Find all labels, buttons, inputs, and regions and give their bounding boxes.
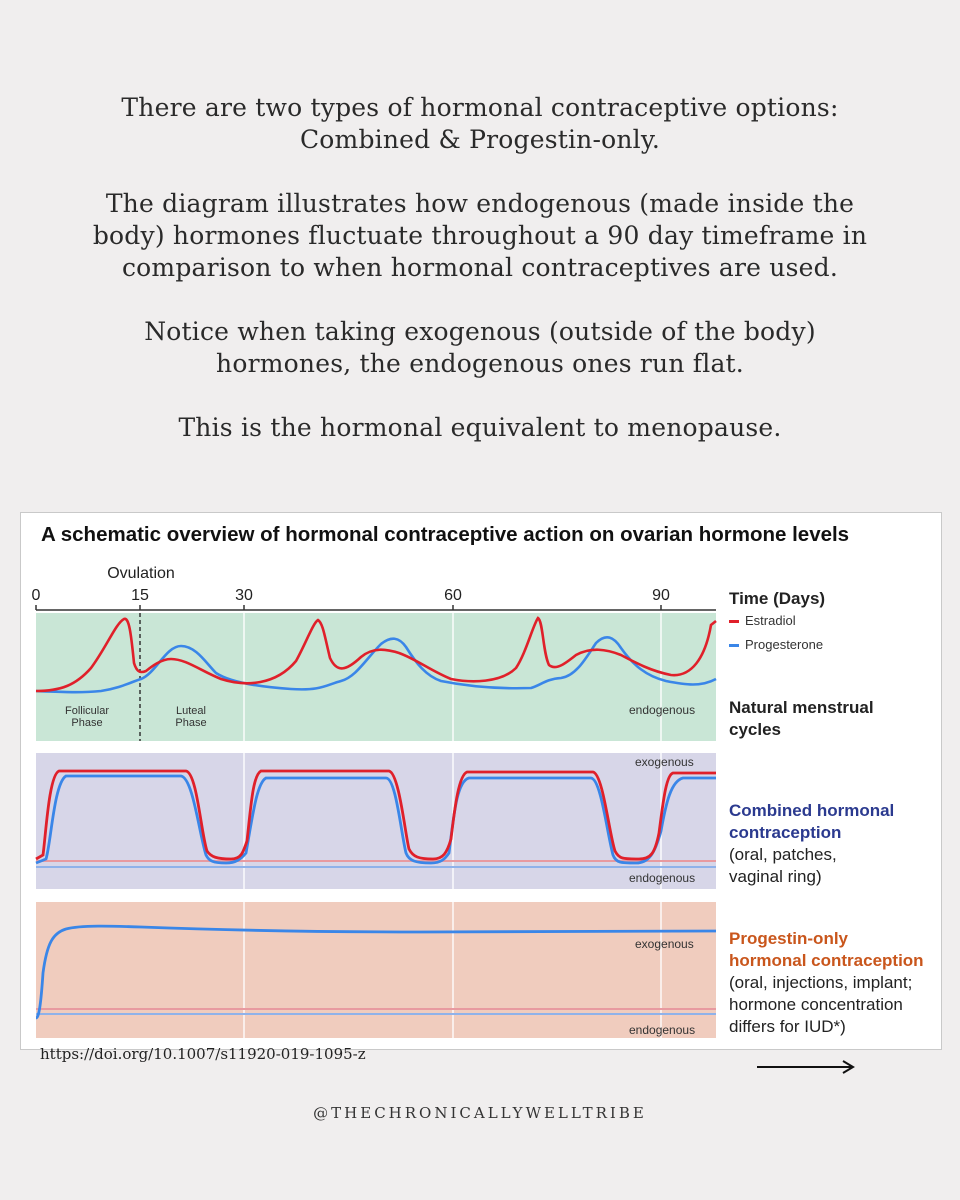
legend-progesterone-label: Progesterone: [745, 637, 824, 652]
natural-cycles-label: [729, 697, 874, 741]
panel-combined-bg: [36, 753, 716, 889]
legend-estradiol-label: Estradiol: [745, 613, 796, 628]
combined-label-line4: vaginal ring): [729, 867, 822, 886]
figure-title: A schematic overview of hormonal contraceptive action on ovarian hormone levels: [41, 523, 850, 546]
combined-endogenous-label: endogenous: [629, 871, 696, 885]
natural-label-line1: Natural menstrual: [729, 698, 874, 717]
axis-title: Time (Days): [729, 589, 826, 608]
combined-label-line1: Combined hormonal: [729, 801, 895, 820]
doi-link[interactable]: https://doi.org/10.1007/s11920-019-1095-z: [40, 1045, 366, 1063]
account-handle: @THECHRONICALLYWELLTRIBE: [313, 1104, 647, 1122]
intro-line: Combined & Progestin-only.: [299, 125, 661, 154]
progestin-exogenous-label: exogenous: [635, 937, 694, 951]
intro-text: [60, 92, 900, 444]
intro-line: hormones, the endogenous ones run flat.: [216, 349, 744, 378]
progestin-contraception-label: [729, 928, 924, 1038]
progestin-label-line1: Progestin-only: [729, 929, 849, 948]
follicular-line1: Follicular: [64, 705, 109, 717]
follicular-phase-label: [51, 705, 123, 729]
intro-line: This is the hormonal equivalent to menopause.: [178, 413, 782, 442]
progestin-label-line5: differs for IUD*): [729, 1017, 846, 1036]
combined-label-line2: contraception: [729, 823, 842, 842]
progestin-endogenous-label: endogenous: [629, 1023, 696, 1037]
next-arrow-icon[interactable]: [757, 1058, 857, 1076]
natural-endogenous-label: endogenous: [629, 703, 696, 717]
x-tick-90: 90: [652, 587, 670, 604]
natural-label-line2: cycles: [729, 720, 781, 739]
follicular-line2: Phase: [71, 717, 103, 729]
x-tick-30: 30: [235, 587, 253, 604]
progestin-label-line2: hormonal contraception: [729, 951, 924, 970]
panel-natural-bg: [36, 613, 716, 741]
progestin-label-line3: (oral, injections, implant;: [729, 973, 913, 992]
combined-exogenous-label: exogenous: [635, 755, 694, 769]
panel-progestin-bg: [36, 902, 716, 1038]
luteal-line1: Luteal: [176, 705, 206, 717]
progestin-label-line4: hormone concentration: [729, 995, 903, 1014]
intro-line: Notice when taking exogenous (outside of the body): [144, 317, 816, 346]
luteal-line2: Phase: [175, 717, 207, 729]
hormone-diagram: [20, 512, 942, 1050]
intro-line: The diagram illustrates how endogenous (made inside the: [105, 189, 855, 218]
intro-line: body) hormones fluctuate throughout a 90 day timeframe in: [92, 221, 868, 250]
intro-line: comparison to when hormonal contraceptives are used.: [121, 253, 838, 282]
luteal-phase-label: [161, 705, 221, 729]
x-tick-0: 0: [31, 587, 41, 604]
x-tick-15: 15: [131, 587, 149, 604]
intro-line: There are two types of hormonal contraceptive options:: [121, 93, 839, 122]
combined-contraception-label: [729, 800, 894, 888]
combined-label-line3: (oral, patches,: [729, 845, 837, 864]
x-tick-60: 60: [444, 587, 462, 604]
ovulation-label: Ovulation: [107, 565, 175, 582]
